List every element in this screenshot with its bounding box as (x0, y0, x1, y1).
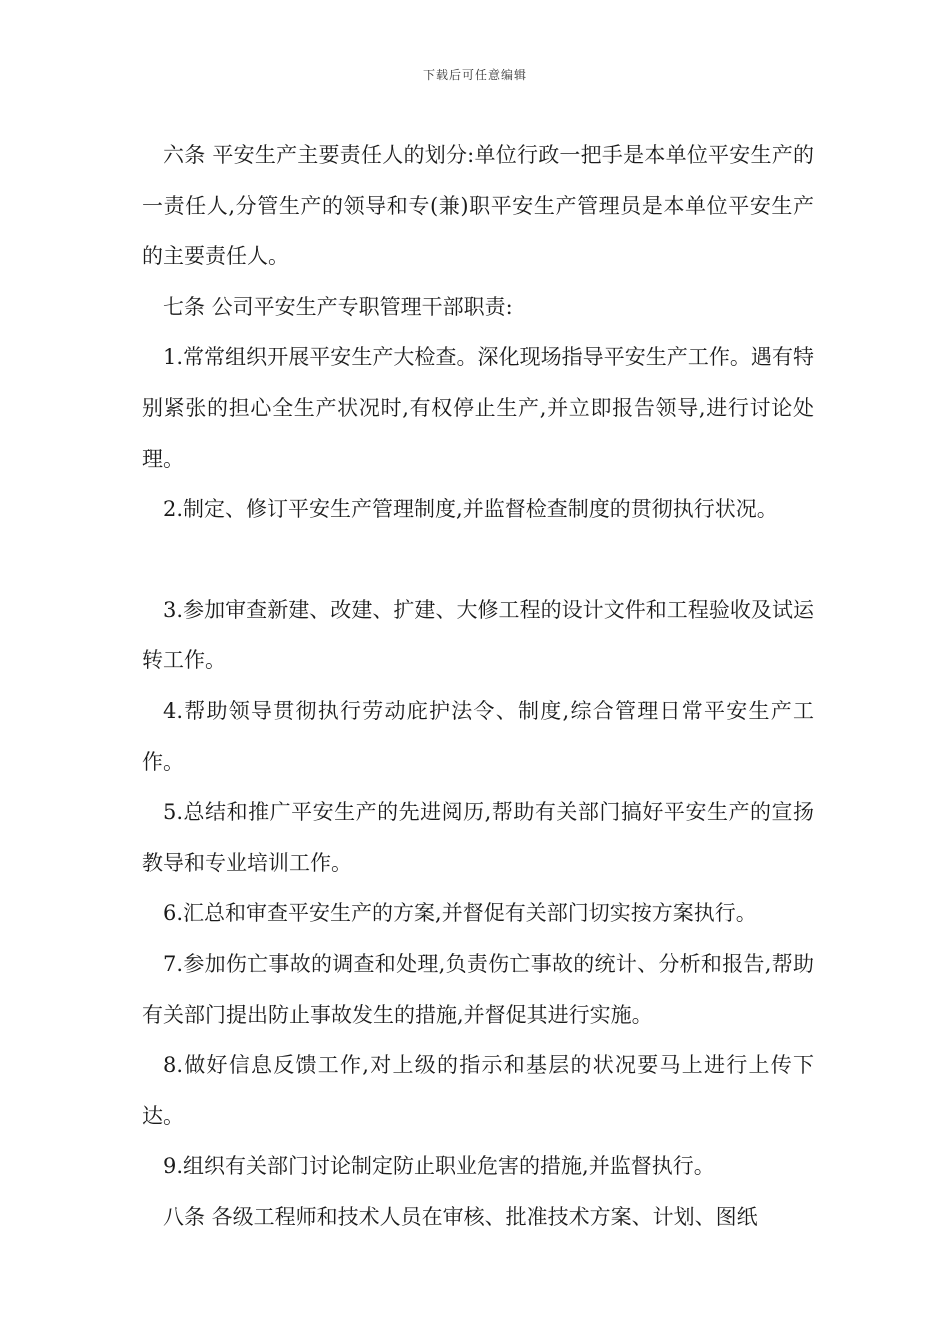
paragraph-item-9: 9.组织有关部门讨论制定防止职业危害的措施,并监督执行。 (163, 1154, 715, 1179)
paragraph-item-2: 2.制定、修订平安生产管理制度,并监督检查制度的贯彻执行状况。 (163, 497, 778, 522)
paragraph-item-5: 5.总结和推广平安生产的先进阅历,帮助有关部门搞好平安生产的宣扬教导和专业培训工作。 (142, 800, 814, 875)
page-header-note: 下载后可任意编辑 (422, 68, 527, 82)
paragraph-item-7: 7.参加伤亡事故的调查和处理,负责伤亡事故的统计、分析和报告,帮助有关部门提出防止事故发生的措施,并督促其进行实施。 (142, 951, 814, 1027)
paragraph-item-8: 8.做好信息反馈工作,对上级的指示和基层的状况要马上进行上传下达。 (142, 1053, 814, 1128)
paragraph-item-6: 6.汇总和审查平安生产的方案,并督促有关部门切实按方案执行。 (163, 901, 757, 926)
paragraph-item-4: 4.帮助领导贯彻执行劳动庇护法令、制度,综合管理日常平安生产工作。 (142, 698, 814, 774)
paragraph-item-3: 3.参加审查新建、改建、扩建、大修工程的设计文件和工程验收及试运转工作。 (142, 597, 814, 673)
paragraph-article-7: 七条 公司平安生产专职管理干部职责: (163, 294, 513, 319)
paragraph-article-6: 六条 平安生产主要责任人的划分:单位行政一把手是本单位平安生产的一责任人,分管生产的领导和专(兼)职平安生产管理员是本单位平安生产的主要责任人。 (142, 143, 814, 269)
paragraph-item-1: 1.常常组织开展平安生产大检查。深化现场指导平安生产工作。遇有特别紧张的担心全生产状况时,有权停止生产,并立即报告领导,进行讨论处理。 (142, 345, 814, 471)
document-body (142, 130, 814, 1242)
paragraph-article-8: 八条 各级工程师和技术人员在审核、批准技术方案、计划、图纸 (163, 1204, 758, 1229)
